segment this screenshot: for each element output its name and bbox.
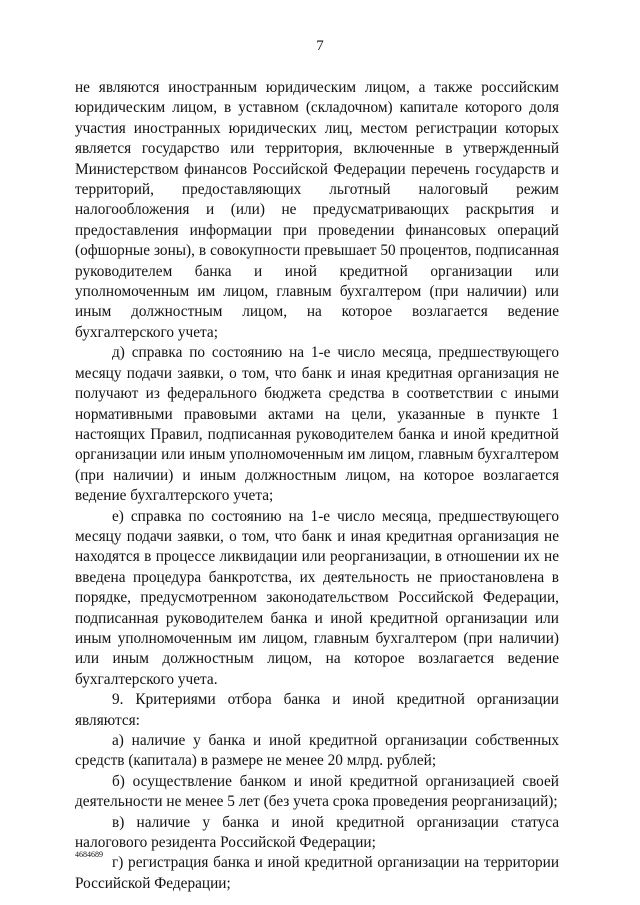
- paragraph-item-d: д) справка по состоянию на 1-е число месяца, предшествующего месяцу подачи заявки, о том, что банк и иная кредитная организация не получают из федерального бюджета средства в соответствии с иными нормативными правовыми актами на цели, указанные в пункте 1 настоящих Правил, подписанная руководителем банка и иной кредитной организации или иным уполномоченным им лицом, главным бухгалтером (при наличии) и иным должностным лицом, на которое возлагается ведение бухгалтерского учета;: [75, 344, 559, 505]
- paragraph-criterion-a: а) наличие у банка и иной кредитной организации собственных средств (капитала) в размере не менее 20 млрд. рублей;: [75, 732, 559, 770]
- document-body: [75, 78, 559, 894]
- page-number: 7: [316, 38, 324, 54]
- paragraph-section-9: 9. Критериями отбора банка и иной кредитной организации являются:: [75, 691, 559, 729]
- document-id: 4684689: [75, 850, 103, 859]
- paragraph-criterion-b: б) осуществление банком и иной кредитной организацией своей деятельности не менее 5 лет (без учета срока проведения реорганизаций);: [75, 772, 559, 811]
- paragraph-item-e: е) справка по состоянию на 1-е число месяца, предшествующего месяцу подачи заявки, о том, что банк и иная кредитная организация не находятся в процессе ликвидации или реорганизации, в отношении их не введена процедура банкротства, их деятельность не приостановлена в порядке, предусмотренном законодательством Российской Федерации, подписанная руководителем банка и иной кредитной организации или иным уполномоченным им лицом, главным бухгалтером (при наличии) или иным должностным лицом, на которое возлагается ведение бухгалтерского учета.: [75, 507, 559, 688]
- paragraph-continuation: не являются иностранным юридическим лицом, а также российским юридическим лицом, в уставном (складочном) капитале которого доля участия иностранных юридических лиц, местом регистрации которых является государство или территория, включенные в утвержденный Министерством финансов Российской Федерации перечень государств и территорий, предоставляющих льготный налоговый режим налогообложения и (или) не предусматривающих раскрытия и предоставления информации при проведении финансовых операций (офшорные зоны), в совокупности превышает 50 процентов, подписанная руководителем банка и иной кредитной организации или уполномоченным им лицом, главным бухгалтером (при наличии) или иным должностным лицом, на которое возлагается ведение бухгалтерского учета;: [75, 79, 559, 341]
- paragraph-criterion-v: в) наличие у банка и иной кредитной организации статуса налогового резидента Российской Федерации;: [75, 813, 559, 852]
- paragraph-criterion-g: г) регистрация банка и иной кредитной организации на территории Российской Федерации;: [75, 854, 559, 892]
